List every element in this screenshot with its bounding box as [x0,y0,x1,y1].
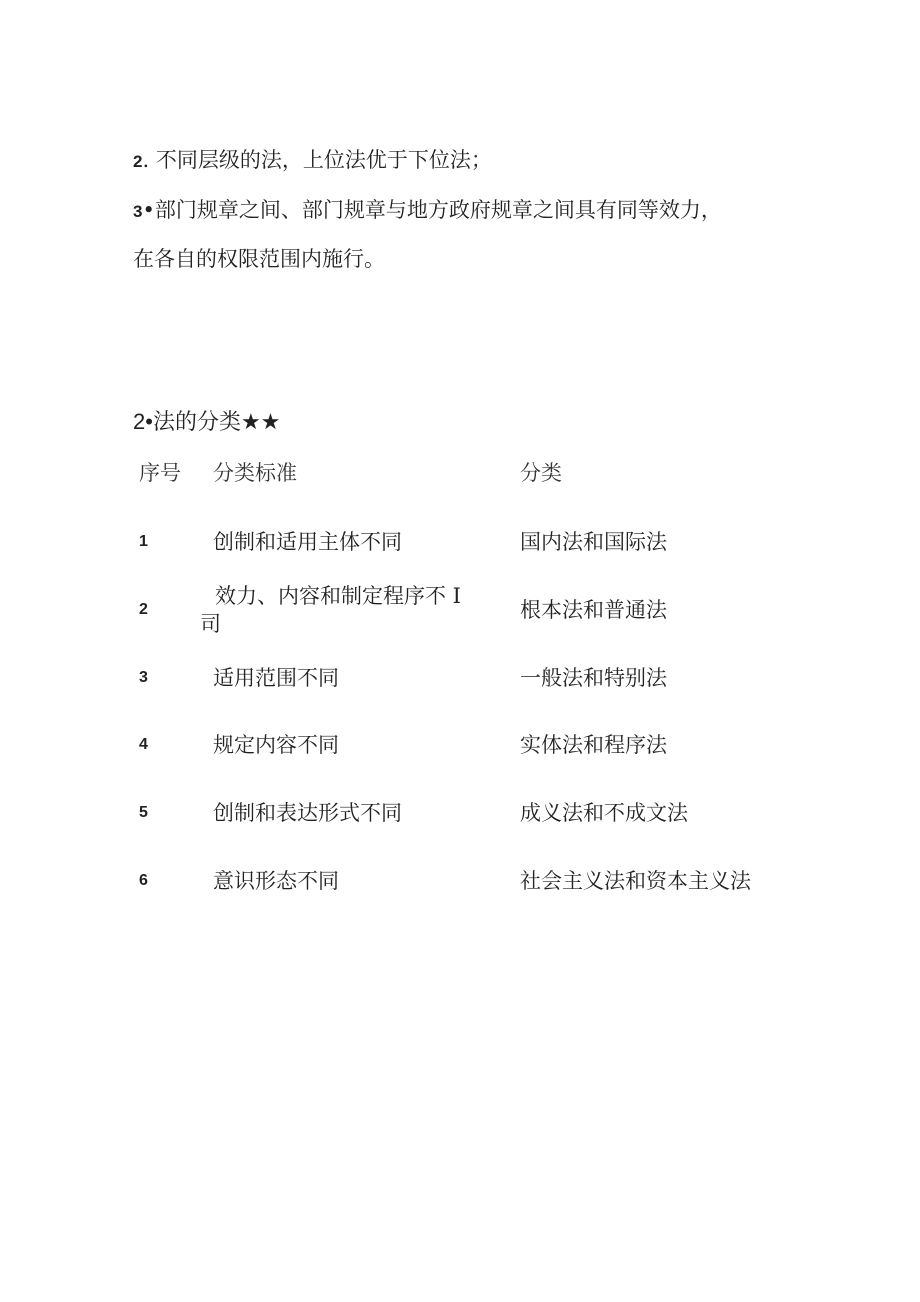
row-category: 国内法和国际法 [520,530,667,554]
header-standard: 分类标准 [213,461,297,485]
row-index: 4 [139,736,148,753]
paragraph-rule-2 [133,146,492,176]
row-standard: 效力、内容和制定程序不 I 司 [200,584,461,636]
header-index: 序号 [139,461,181,485]
row-category: 根本法和普通法 [520,598,667,622]
row-standard: 规定内容不同 [213,733,339,757]
paragraph-number: 3 [133,202,143,221]
paragraph-continuation [133,245,385,273]
row-category: 一般法和特别法 [520,666,667,690]
row-category: 成义法和不成文法 [520,801,688,825]
paragraph-number: 2 [133,152,143,171]
row-standard: 创制和表达形式不同 [213,801,402,825]
paragraph-text: •部门规章之间、部门规章与地方政府规章之间具有同等效力， [142,198,722,222]
header-category: 分类 [520,461,562,485]
row-standard: 意识形态不同 [213,869,339,893]
section-title: 2•法的分类★★ [133,409,281,434]
row-index: 2 [139,601,148,618]
paragraph-rule-3 [133,196,722,226]
row-index: 1 [139,533,148,550]
row-index: 5 [139,804,148,821]
row-category: 社会主义法和资本主义法 [520,869,751,893]
paragraph-text: . 不同层级的法，上位法优于下位法； [142,148,492,172]
row-standard: 创制和适用主体不同 [213,530,402,554]
row-standard: 适用范围不同 [213,666,339,690]
paragraph-text: 在各自的权限范围内施行。 [133,247,385,271]
row-category: 实体法和程序法 [520,733,667,757]
row-index: 3 [139,669,148,686]
row-index: 6 [139,872,148,889]
